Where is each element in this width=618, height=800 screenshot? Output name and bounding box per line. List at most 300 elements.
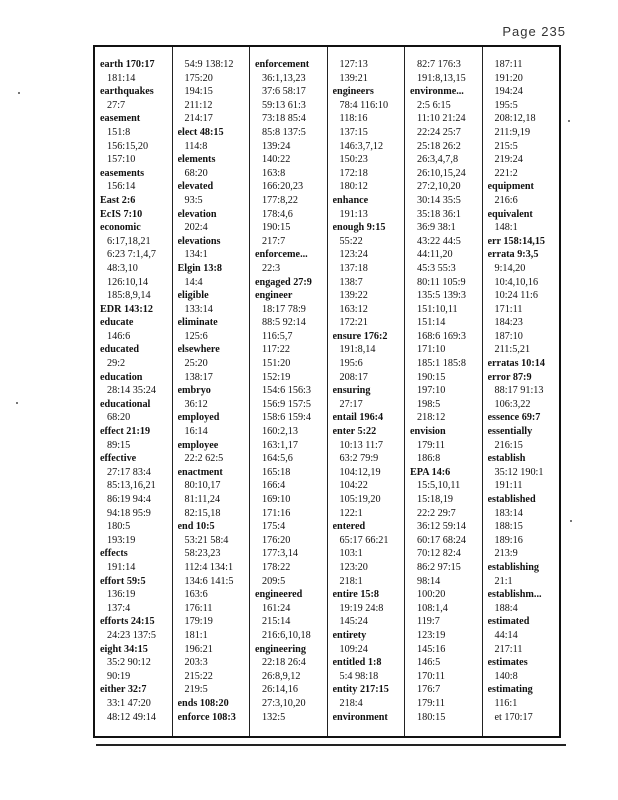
index-reference: 219:24 <box>494 154 523 166</box>
index-reference: 54:9 138:12 <box>184 59 234 70</box>
index-reference: 203:3 <box>184 657 208 669</box>
index-reference: 221:2 <box>494 167 518 179</box>
index-reference: 175:4 <box>262 521 286 533</box>
index-reference: 171:16 <box>262 507 291 519</box>
index-reference: 90:19 <box>107 670 131 682</box>
index-table <box>93 45 561 738</box>
index-reference: 43:22 44:5 <box>417 235 461 247</box>
index-reference: 85:13,16,21 <box>107 480 156 492</box>
index-reference: 156:9 157:5 <box>262 398 311 410</box>
index-reference: 157:10 <box>107 154 136 166</box>
index-reference: 6:23 7:1,4,7 <box>107 249 156 261</box>
index-reference: 9:14,20 <box>494 262 526 274</box>
index-term: elsewhere <box>177 344 220 356</box>
index-reference: 179:11 <box>417 439 445 451</box>
index-reference: 53:21 58:4 <box>184 534 229 546</box>
index-reference: 194:15 <box>184 86 213 98</box>
index-term: engineering <box>255 643 306 655</box>
index-term: estimating <box>487 684 533 696</box>
index-term: ends 108:20 <box>177 697 229 709</box>
index-reference: 163:6 <box>184 589 208 601</box>
index-reference: 139:24 <box>262 140 291 152</box>
index-term: entered <box>332 521 366 533</box>
index-reference: 196:21 <box>184 643 213 655</box>
index-reference: 180:12 <box>339 181 368 193</box>
index-term: environment <box>332 711 388 723</box>
index-reference: 184:23 <box>494 317 523 329</box>
index-column <box>483 47 560 736</box>
index-reference: 28:14 35:24 <box>107 385 156 397</box>
index-reference: 112:4 134:1 <box>184 561 234 573</box>
index-reference: 176:7 <box>417 684 441 696</box>
index-reference: 27:17 <box>339 398 363 410</box>
index-reference: 2:5 6:15 <box>417 99 451 111</box>
index-term: enough 9:15 <box>332 222 386 234</box>
index-reference: 217:7 <box>262 235 286 247</box>
index-reference: 86:2 97:15 <box>417 561 461 573</box>
index-reference: 198:5 <box>417 398 441 410</box>
index-reference: 123:20 <box>339 561 368 573</box>
index-term: effort 59:5 <box>100 575 146 587</box>
index-reference: 132:5 <box>262 711 286 723</box>
index-reference: et 170:17 <box>494 711 533 723</box>
index-term: envision <box>410 426 446 438</box>
index-reference: 27:17 83:4 <box>107 466 151 478</box>
index-term: enforceme... <box>255 249 308 261</box>
index-reference: 165:18 <box>262 466 291 478</box>
index-reference: 194:24 <box>494 86 523 98</box>
index-reference: 30:14 35:5 <box>417 194 461 206</box>
index-reference: 70:12 82:4 <box>417 548 461 560</box>
index-reference: 106:3,22 <box>494 398 531 410</box>
index-term: earth 170:17 <box>100 59 155 70</box>
index-reference: 48:12 49:14 <box>107 711 156 723</box>
index-reference: 180:5 <box>107 521 131 533</box>
index-reference: 218:12 <box>417 412 446 424</box>
index-term: educate <box>100 317 134 329</box>
index-reference: 187:10 <box>494 330 523 342</box>
index-term: engineered <box>255 589 303 601</box>
index-reference: 118:16 <box>339 113 368 125</box>
index-reference: 191:8,14 <box>339 344 376 356</box>
index-reference: 26:8,9,12 <box>262 670 301 682</box>
index-reference: 122:1 <box>339 507 363 519</box>
index-reference: 22:24 25:7 <box>417 126 461 138</box>
index-term: engineers <box>332 86 374 98</box>
index-term: entity 217:15 <box>332 684 389 696</box>
index-reference: 191:13 <box>339 208 368 220</box>
index-reference: 88:17 91:13 <box>494 385 544 397</box>
index-term: entirety <box>332 629 367 641</box>
index-reference: 93:5 <box>184 194 203 206</box>
index-reference: 123:19 <box>417 629 446 641</box>
index-reference: 164:5,6 <box>262 453 293 465</box>
index-term: embryo <box>177 385 211 397</box>
index-reference: 140:22 <box>262 154 291 166</box>
index-reference: 109:24 <box>339 643 368 655</box>
index-reference: 10:13 11:7 <box>339 439 383 451</box>
index-reference: 191:8,13,15 <box>417 72 466 84</box>
index-term: enforcement <box>255 59 310 70</box>
index-term: effective <box>100 453 137 465</box>
index-reference: 5:4 98:18 <box>339 670 379 682</box>
index-reference: 218:1 <box>339 575 363 587</box>
page-number: Page 235 <box>502 24 566 39</box>
index-reference: 178:22 <box>262 561 291 573</box>
index-term: EDR 143:12 <box>100 303 153 315</box>
index-term: established <box>487 494 536 505</box>
index-reference: 36:1,13,23 <box>262 72 306 84</box>
index-reference: 27:3,10,20 <box>262 697 306 709</box>
index-column <box>250 47 328 736</box>
index-reference: 216:6,10,18 <box>262 629 311 641</box>
index-reference: 27:2,10,20 <box>417 181 461 193</box>
index-reference: 81:11,24 <box>184 494 221 505</box>
index-reference: 86:19 94:4 <box>107 494 151 505</box>
index-reference: 137:15 <box>339 126 368 138</box>
index-reference: 117:22 <box>262 344 290 356</box>
index-reference: 188:15 <box>494 521 523 533</box>
index-reference: 26:3,4,7,8 <box>417 154 459 166</box>
index-term: establishing <box>487 561 540 573</box>
index-term: effects <box>100 548 128 560</box>
index-term: educated <box>100 344 140 356</box>
index-reference: 181:14 <box>107 72 136 84</box>
index-term: elements <box>177 154 216 166</box>
index-column <box>173 47 251 736</box>
index-reference: 197:10 <box>417 385 446 397</box>
index-term: essence 69:7 <box>487 412 541 424</box>
index-term: establish <box>487 453 526 465</box>
index-reference: 148:1 <box>494 222 518 234</box>
index-reference: 94:18 95:9 <box>107 507 151 519</box>
index-reference: 22:2 29:7 <box>417 507 456 519</box>
index-reference: 190:15 <box>262 222 291 234</box>
index-term: entitled 1:8 <box>332 657 382 669</box>
index-reference: 176:11 <box>184 602 213 614</box>
index-reference: 26:14,16 <box>262 684 298 696</box>
index-reference: 11:10 21:24 <box>417 113 466 125</box>
index-reference: 36:12 59:14 <box>417 521 466 533</box>
index-reference: 151:8 <box>107 126 131 138</box>
index-reference: 137:4 <box>107 602 131 614</box>
index-reference: 150:23 <box>339 154 368 166</box>
index-reference: 15:5,10,11 <box>417 480 461 492</box>
index-reference: 187:11 <box>494 59 523 70</box>
index-reference: 125:6 <box>184 330 208 342</box>
index-reference: 55:22 <box>339 235 363 247</box>
index-reference: 156:15,20 <box>107 140 149 152</box>
index-term: enhance <box>332 194 369 206</box>
index-reference: 58:23,23 <box>184 548 221 560</box>
index-term: establishm... <box>487 589 542 601</box>
index-term: ensure 176:2 <box>332 330 388 342</box>
index-reference: 146:3,7,12 <box>339 140 384 152</box>
index-reference: 185:1 185:8 <box>417 358 466 370</box>
index-reference: 209:5 <box>262 575 286 587</box>
index-reference: 134:1 <box>184 249 208 261</box>
index-reference: 33:1 47:20 <box>107 697 151 709</box>
index-reference: 218:4 <box>339 697 363 709</box>
index-reference: 202:4 <box>184 222 208 234</box>
index-reference: 82:15,18 <box>184 507 221 519</box>
index-reference: 135:5 139:3 <box>417 290 466 302</box>
index-term: education <box>100 371 143 383</box>
index-reference: 21:1 <box>494 575 513 587</box>
index-reference: 22:2 62:5 <box>184 453 224 465</box>
index-reference: 219:5 <box>184 684 208 696</box>
index-term: estimated <box>487 616 530 628</box>
index-reference: 215:14 <box>262 616 291 628</box>
index-reference: 80:11 105:9 <box>417 276 466 288</box>
index-reference: 36:12 <box>184 398 208 410</box>
index-reference: 136:19 <box>107 589 136 601</box>
index-reference: 116:5,7 <box>262 330 293 342</box>
index-reference: 168:6 169:3 <box>417 330 466 342</box>
index-reference: 100:20 <box>417 589 446 601</box>
bottom-rule <box>96 744 566 746</box>
index-reference: 146:5 <box>417 657 441 669</box>
index-term: estimates <box>487 657 528 669</box>
index-reference: 68:20 <box>184 167 208 179</box>
index-reference: 19:19 24:8 <box>339 602 384 614</box>
index-reference: 188:4 <box>494 602 518 614</box>
index-reference: 35:18 36:1 <box>417 208 461 220</box>
index-reference: 169:10 <box>262 494 291 505</box>
index-reference: 189:16 <box>494 534 523 546</box>
index-term: employed <box>177 412 220 424</box>
index-term: enter 5:22 <box>332 426 377 438</box>
index-reference: 151:14 <box>417 317 446 329</box>
index-reference: 89:15 <box>107 439 131 451</box>
index-reference: 133:14 <box>184 303 213 315</box>
index-term: eliminate <box>177 317 218 329</box>
index-column <box>328 47 406 736</box>
index-reference: 37:6 58:17 <box>262 86 306 98</box>
index-reference: 180:15 <box>417 711 446 723</box>
index-reference: 163:12 <box>339 303 368 315</box>
index-reference: 45:3 55:3 <box>417 262 456 274</box>
index-reference: 179:11 <box>417 697 445 709</box>
index-reference: 29:2 <box>107 358 126 370</box>
index-reference: 191:14 <box>107 561 136 573</box>
index-reference: 63:2 79:9 <box>339 453 379 465</box>
index-reference: 35:12 190:1 <box>494 466 544 478</box>
index-reference: 152:19 <box>262 371 291 383</box>
index-reference: 171:10 <box>417 344 446 356</box>
index-term: easement <box>100 113 141 125</box>
index-term: environme... <box>410 86 464 98</box>
index-term: engaged 27:9 <box>255 276 312 288</box>
index-reference: 10:24 11:6 <box>494 290 538 302</box>
index-reference: 195:6 <box>339 358 363 370</box>
index-reference: 85:8 137:5 <box>262 126 306 138</box>
index-column <box>95 47 173 736</box>
index-reference: 156:14 <box>107 181 136 193</box>
index-term: eight 34:15 <box>100 643 148 655</box>
index-reference: 185:8,9,14 <box>107 290 151 302</box>
index-reference: 190:15 <box>417 371 446 383</box>
index-reference: 211:5,21 <box>494 344 531 356</box>
index-reference: 216:15 <box>494 439 523 451</box>
index-term: economic <box>100 222 141 234</box>
index-reference: 88:5 92:14 <box>262 317 306 329</box>
index-reference: 16:14 <box>184 426 208 438</box>
index-reference: 195:5 <box>494 99 518 111</box>
index-reference: 60:17 68:24 <box>417 534 466 546</box>
index-reference: 154:6 156:3 <box>262 385 311 397</box>
index-reference: 215:22 <box>184 670 213 682</box>
index-reference: 139:21 <box>339 72 368 84</box>
index-term: end 10:5 <box>177 521 215 533</box>
index-reference: 140:8 <box>494 670 518 682</box>
index-reference: 166:20,23 <box>262 181 304 193</box>
index-reference: 208:12,18 <box>494 113 536 125</box>
index-term: employee <box>177 439 219 451</box>
index-reference: 15:18,19 <box>417 494 453 505</box>
index-reference: 134:6 141:5 <box>184 575 234 587</box>
index-term: effect 21:19 <box>100 426 151 438</box>
index-term: educational <box>100 398 151 410</box>
index-reference: 73:18 85:4 <box>262 113 306 125</box>
index-reference: 211:9,19 <box>494 126 531 138</box>
index-reference: 176:20 <box>262 534 291 546</box>
index-reference: 105:19,20 <box>339 494 381 505</box>
index-reference: 193:19 <box>107 534 136 546</box>
scan-speck <box>568 120 570 122</box>
index-reference: 138:17 <box>184 371 213 383</box>
index-reference: 119:7 <box>417 616 440 628</box>
index-term: easements <box>100 167 145 179</box>
index-reference: 18:17 78:9 <box>262 303 306 315</box>
index-reference: 78:4 116:10 <box>339 99 389 111</box>
scan-speck <box>16 402 18 404</box>
index-reference: 145:16 <box>417 643 446 655</box>
index-reference: 172:21 <box>339 317 368 329</box>
index-reference: 82:7 176:3 <box>417 59 461 70</box>
index-reference: 139:22 <box>339 290 368 302</box>
index-reference: 35:2 90:12 <box>107 657 151 669</box>
index-term: engineer <box>255 290 293 302</box>
index-term: EPA 14:6 <box>410 466 451 478</box>
index-term: eligible <box>177 290 209 302</box>
index-reference: 26:10,15,24 <box>417 167 466 179</box>
index-term: Elgin 13:8 <box>177 262 222 274</box>
index-reference: 10:4,10,16 <box>494 276 539 288</box>
index-reference: 25:18 26:2 <box>417 140 461 152</box>
scan-speck <box>570 520 572 522</box>
index-reference: 80:10,17 <box>184 480 221 492</box>
index-reference: 217:11 <box>494 643 523 655</box>
index-reference: 177:3,14 <box>262 548 298 560</box>
index-reference: 160:2,13 <box>262 426 298 438</box>
index-reference: 22:18 26:4 <box>262 657 306 669</box>
index-reference: 211:12 <box>184 99 213 111</box>
index-term: equivalent <box>487 208 533 220</box>
index-reference: 44:11,20 <box>417 249 453 261</box>
index-reference: 65:17 66:21 <box>339 534 389 546</box>
index-reference: 151:20 <box>262 358 291 370</box>
index-term: elevations <box>177 235 221 247</box>
index-reference: 214:17 <box>184 113 213 125</box>
index-reference: 36:9 38:1 <box>417 222 456 234</box>
index-reference: 151:10,11 <box>417 303 458 315</box>
index-reference: 213:9 <box>494 548 518 560</box>
index-term: errata 9:3,5 <box>487 249 539 261</box>
index-reference: 179:19 <box>184 616 213 628</box>
index-reference: 208:17 <box>339 371 368 383</box>
index-reference: 166:4 <box>262 480 286 492</box>
index-reference: 25:20 <box>184 358 208 370</box>
index-reference: 177:8,22 <box>262 194 298 206</box>
index-reference: 171:11 <box>494 303 523 315</box>
index-term: err 158:14,15 <box>487 235 546 247</box>
index-reference: 163:1,17 <box>262 439 298 451</box>
index-reference: 98:14 <box>417 575 441 587</box>
index-term: entire 15:8 <box>332 589 379 601</box>
index-term: essentially <box>487 426 533 438</box>
index-reference: 27:7 <box>107 99 126 111</box>
scan-speck <box>18 92 20 94</box>
index-reference: 22:3 <box>262 262 281 274</box>
index-reference: 161:24 <box>262 602 291 614</box>
index-term: either 32:7 <box>100 684 147 696</box>
index-term: enactment <box>177 466 223 478</box>
index-reference: 175:20 <box>184 72 213 84</box>
index-reference: 44:14 <box>494 629 518 641</box>
index-term: elevated <box>177 181 214 193</box>
index-term: entail 196:4 <box>332 412 384 424</box>
index-reference: 127:13 <box>339 59 368 70</box>
index-reference: 6:17,18,21 <box>107 235 151 247</box>
index-reference: 186:8 <box>417 453 441 465</box>
index-reference: 191:20 <box>494 72 523 84</box>
index-reference: 215:5 <box>494 140 518 152</box>
index-reference: 158:6 159:4 <box>262 412 311 424</box>
index-reference: 104:12,19 <box>339 466 381 478</box>
index-reference: 24:23 137:5 <box>107 629 156 641</box>
index-term: erratas 10:14 <box>487 358 545 370</box>
index-reference: 137:18 <box>339 262 368 274</box>
index-term: error 87:9 <box>487 371 532 383</box>
index-reference: 108:1,4 <box>417 602 448 614</box>
index-term: ensuring <box>332 385 371 397</box>
index-reference: 146:6 <box>107 330 131 342</box>
index-reference: 116:1 <box>494 697 518 709</box>
index-term: East 2:6 <box>100 194 136 206</box>
index-term: EcIS 7:10 <box>100 208 143 220</box>
index-reference: 183:14 <box>494 507 523 519</box>
index-term: elect 48:15 <box>177 126 224 138</box>
index-reference: 48:3,10 <box>107 262 138 274</box>
index-reference: 191:11 <box>494 480 523 492</box>
index-reference: 138:7 <box>339 276 363 288</box>
index-reference: 145:24 <box>339 616 368 628</box>
index-term: equipment <box>487 181 534 193</box>
index-reference: 126:10,14 <box>107 276 149 288</box>
index-column <box>405 47 483 736</box>
index-reference: 216:6 <box>494 194 518 206</box>
index-reference: 103:1 <box>339 548 363 560</box>
index-reference: 172:18 <box>339 167 368 179</box>
index-reference: 181:1 <box>184 629 208 641</box>
index-reference: 123:24 <box>339 249 368 261</box>
index-reference: 14:4 <box>184 276 203 288</box>
index-reference: 163:8 <box>262 167 286 179</box>
index-reference: 59:13 61:3 <box>262 99 306 111</box>
index-reference: 178:4,6 <box>262 208 293 220</box>
index-term: elevation <box>177 208 217 220</box>
